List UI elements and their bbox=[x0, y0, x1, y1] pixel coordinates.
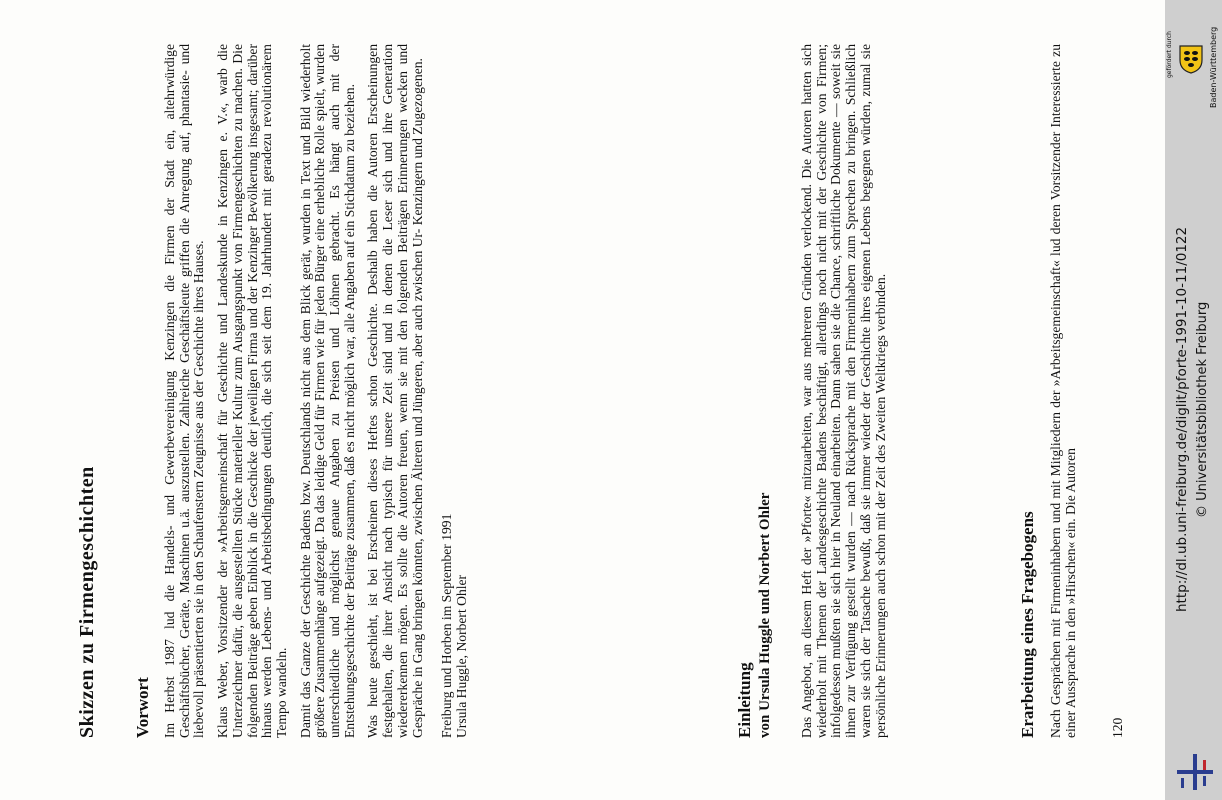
copyright-notice: © Universitätsbibliothek Freiburg bbox=[1195, 301, 1210, 518]
einleitung-authors: von Ursula Huggle und Norbert Ohler bbox=[757, 492, 773, 738]
einleitung-paragraph: Das Angebot, an diesem Heft der »Pforte« mitzuarbeiten, war aus mehreren Gründen verlockend. Die Autoren hatten sich wiederholt mit Themen der Landesgeschichte Badens beschäftigt, allerdings noch nicht mit der Geschichte von Firmen; infolgedessen mußten sie sich hier in Neuland einarbeiten. Dann sahen sie die Chance, schriftliche Dokumente — soweit sie ihnen zur Verfügung gestellt wurden — nach Rücksprache mit den Firmeninhabern zum Sprechen zu bringen. Schließlich waren sie sich der Tatsache bewußt, daß sie immer wieder der Geschichte ihres eigenen Lebens begegnen würden, zumal sie persönliche Erinnerungen auch schon mit der Zeit des Zweiten Weltkriegs verbinden. bbox=[799, 44, 888, 738]
state-label: Baden-Württemberg bbox=[1209, 26, 1218, 108]
einleitung-heading: Einleitung bbox=[735, 662, 754, 738]
signature bbox=[439, 44, 469, 738]
page-number: 120 bbox=[1110, 717, 1125, 738]
vorwort-paragraph-2: Klaus Weber, Vorsitzender der »Arbeitsgemeinschaft für Geschichte und Landeskunde in Kenzingen e. V.«, warb die Unterzeichner dafür, die ausgestellten Stücke materieller Kultur zum Ausgangspunkt von Firmengeschichten zu machen. Die folgenden Beiträge geben Einblick in die Geschicke der jeweiligen Firma und der Kenzinger Bevölkerung insgesamt; darüber hinaus werden Lebens- und Arbeitsbedingungen deutlich, die sich seit dem 19. Jahrhundert mit geradezu revolutionärem Tempo wandeln. bbox=[215, 44, 289, 738]
fragebogen-paragraph: Nach Gesprächen mit Firmeninhabern und mit Mitgliedern der »Arbeitsgemeinschaft« lud deren Vorsitzender Interessierte zu einer Aussprache in den »Hirschen« ein. Die Autoren bbox=[1048, 44, 1078, 738]
vorwort-paragraph-4: Was heute geschieht, ist bei Erscheinen dieses Heftes schon Geschichte. Deshalb haben die Autoren Erscheinungen festgehalten, die ihrer Ansicht nach typisch für unsere Zeit sind und in denen die Leser sich und ihre Generation wiedererkennen mögen. Es sollte die Autoren freuen, wenn sie mit den folgenden Beiträgen Erinnerungen wecken und Gespräche in Gang bringen könnten, zwischen Älteren und Jüngeren, aber auch zwischen Ur- Kenzingern und Zugezogenen. bbox=[365, 44, 425, 738]
baden-wuerttemberg-crest-icon bbox=[1178, 44, 1204, 74]
vorwort-heading: Vorwort bbox=[133, 677, 152, 738]
funded-by-label: gefördert durch bbox=[1166, 31, 1173, 78]
vorwort-body bbox=[163, 44, 469, 738]
permalink-url[interactable]: http://dl.ub.uni-freiburg.de/diglit/pforte-1991-10-11/0122 bbox=[1174, 226, 1190, 612]
vorwort-paragraph-3: Damit das Ganze der Geschichte Badens bzw. Deutschlands nicht aus dem Blick gerät, wurden in Text und Bild wiederholt größere Zusammenhänge aufgezeigt. Da das leidige Geld für Firmen wie für jeden Bürger eine erhebliche Rolle spielt, wurden unterschiedliche und möglichst genaue Angaben zu Preisen und Löhnen gebracht. Es hängt auch mit der Entstehungsgeschichte der Beiträge zusammen, daß es nicht möglich war, alle Angaben auf ein Stichdatum zu beziehen. bbox=[297, 44, 357, 738]
vorwort-paragraph-1: Im Herbst 1987 lud die Handels- und Gewerbevereinigung Kenzingen die Firmen der Stadt ein, altehrwürdige Geschäftsbücher, Geräte, Maschinen u.ä. auszustellen. Zahlreiche Geschäftsleute griffen die Anregung auf, phantasie- und liebevoll präsentierten sie in den Schaufenstern Zeugnisse aus der Geschichte ihres Hauses. bbox=[162, 44, 207, 738]
signature-line-2: Ursula Huggle, Norbert Ohler bbox=[454, 574, 470, 738]
viewer-sidebar bbox=[1165, 0, 1222, 800]
page-title: Skizzen zu Firmengeschichten bbox=[76, 466, 98, 738]
ub-freiburg-logo-icon bbox=[1173, 752, 1217, 792]
signature-line-1: Freiburg und Horben im September 1991 bbox=[439, 513, 455, 738]
fragebogen-heading: Erarbeitung eines Fragebogens bbox=[1018, 511, 1037, 738]
